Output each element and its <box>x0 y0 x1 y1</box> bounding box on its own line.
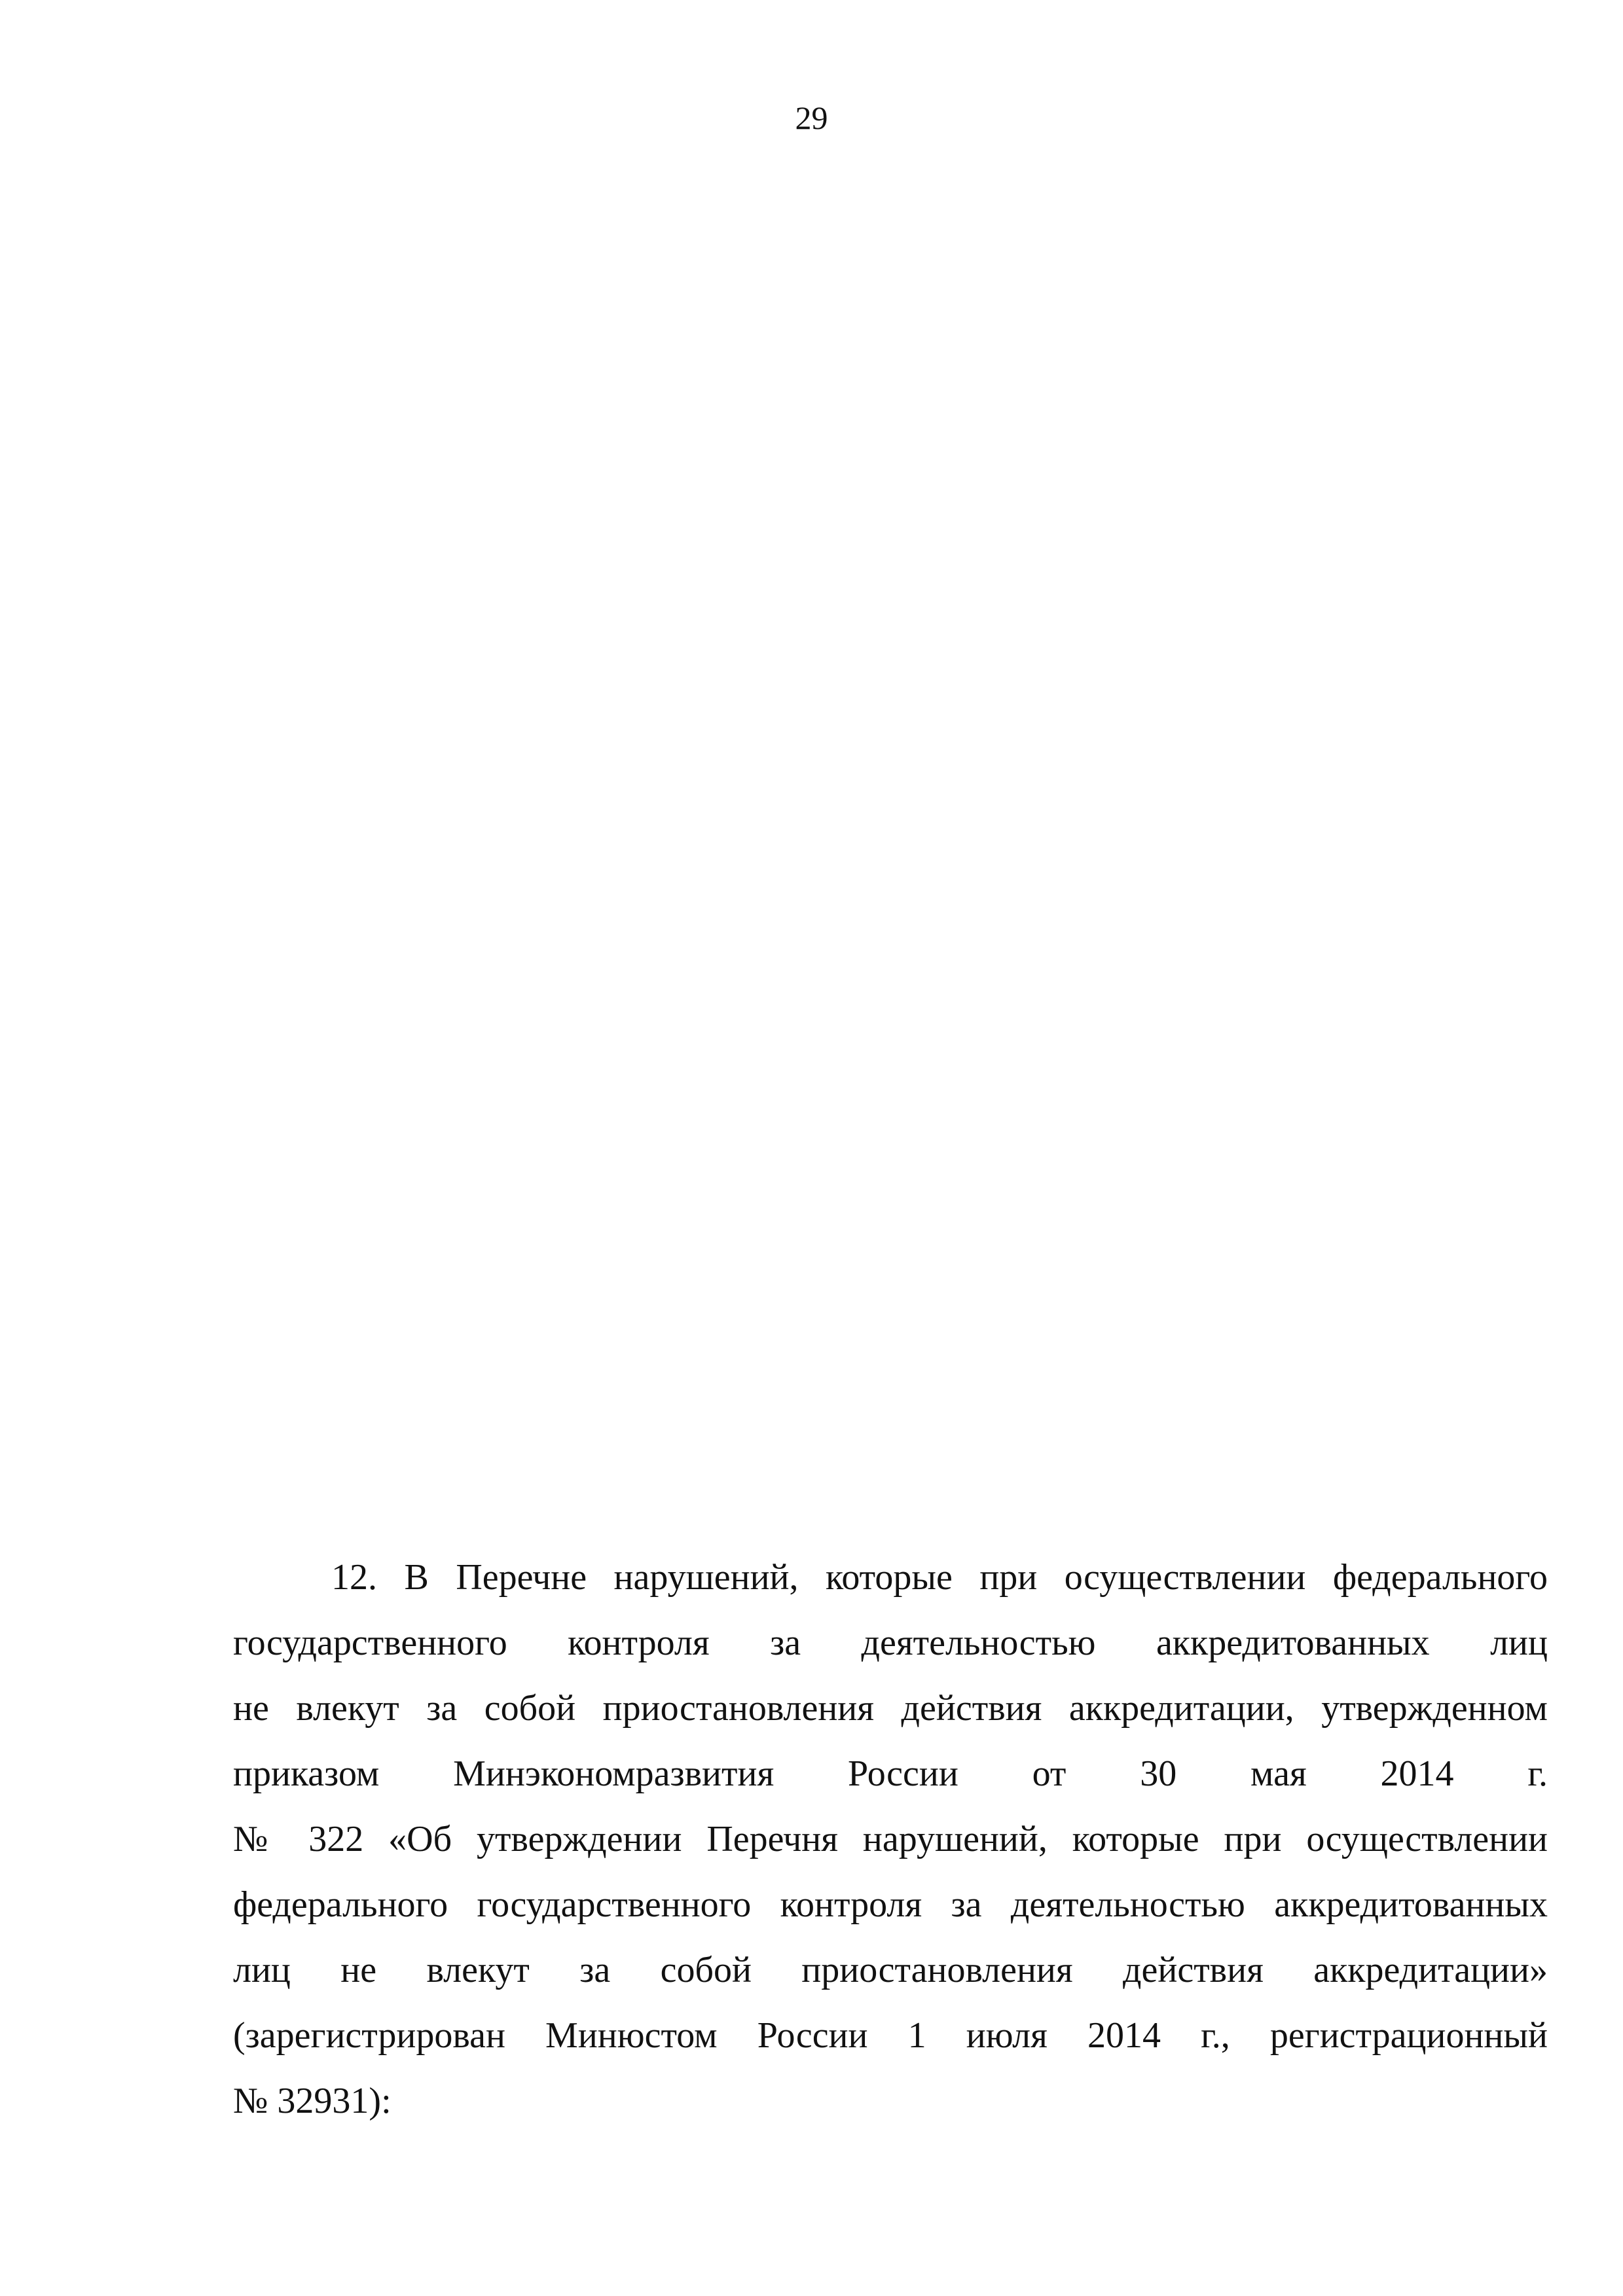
paragraph-line: № 32931): <box>233 2081 392 2121</box>
paragraph-line: 12. В Перечне нарушений, которые при осуществлении федерального <box>331 1557 1548 1598</box>
paragraph-line: государственного контроля за деятельностью аккредитованных лиц <box>233 1623 1548 1663</box>
paragraph-line: лиц не влекут за собой приостановления действия аккредитации» <box>233 1950 1548 1990</box>
page-number: 29 <box>795 99 828 136</box>
amendment-paragraph <box>233 1545 1548 2134</box>
paragraph-line: приказом Минэкономразвития России от 30 мая 2014 г. <box>233 1753 1548 1794</box>
paragraph-line: № 322 «Об утверждении Перечня нарушений, которые при осуществлении <box>233 1819 1548 1859</box>
paragraph-line: не влекут за собой приостановления действия аккредитации, утвержденном <box>233 1688 1548 1729</box>
paragraph-line: (зарегистрирован Минюстом России 1 июля 2014 г., регистрационный <box>233 2015 1548 2056</box>
paragraph-line: федерального государственного контроля за деятельностью аккредитованных <box>233 1884 1548 1925</box>
